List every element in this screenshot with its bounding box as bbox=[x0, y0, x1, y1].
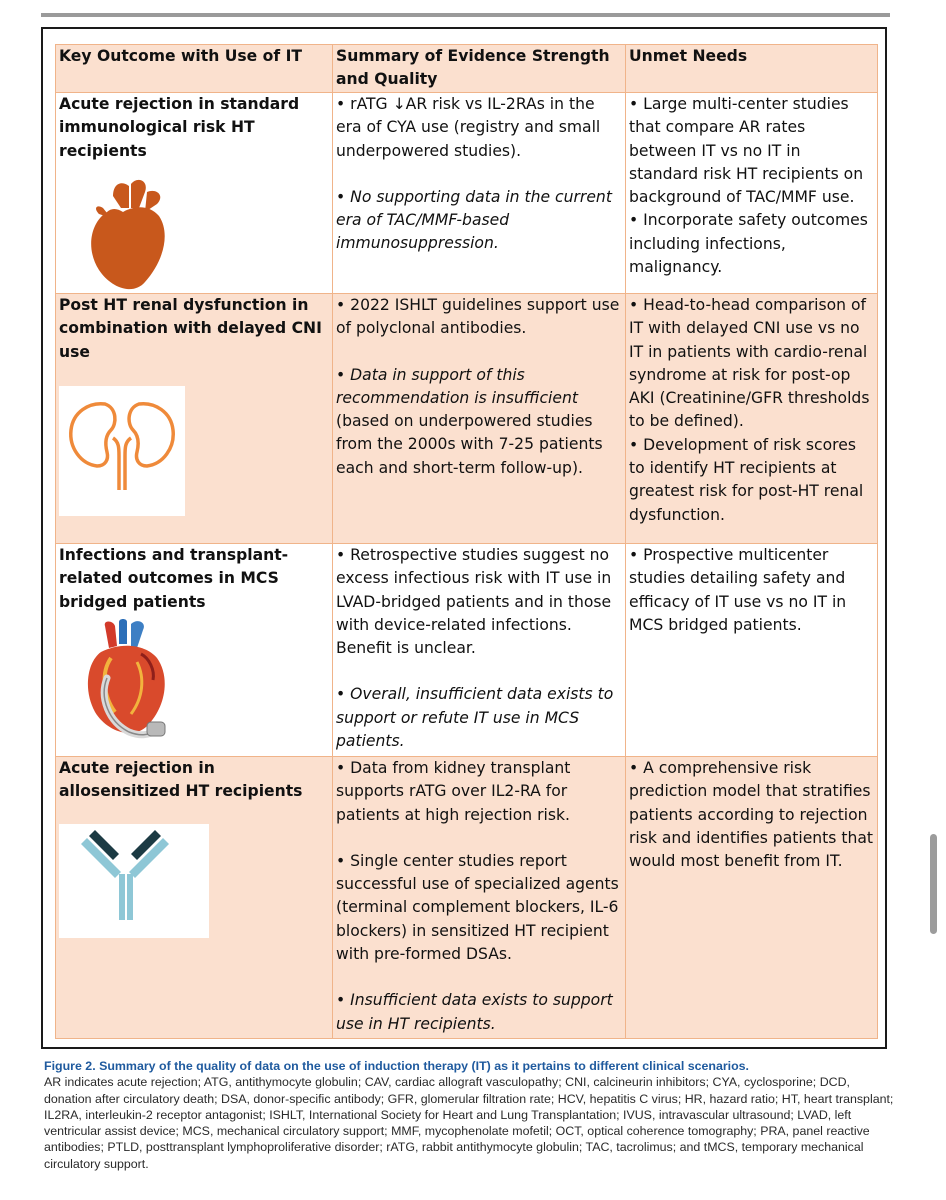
evidence-item: • Retrospective studies suggest no excess infectious risk with IT use in LVAD-bridged patients and in those with device-related infections. Benefit is unclear. bbox=[336, 546, 612, 658]
outcome-cell bbox=[56, 757, 333, 1039]
evidence-cell bbox=[333, 93, 626, 294]
unmet-needs-cell bbox=[626, 757, 878, 1039]
induction-therapy-table bbox=[55, 44, 878, 1039]
evidence-item: • 2022 ISHLT guidelines support use of polyclonal antibodies. bbox=[336, 296, 620, 338]
need-item: • Prospective multicenter studies detailing safety and efficacy of IT use vs no IT in MCS bridged patients. bbox=[629, 546, 847, 634]
need-item: • Head-to-head comparison of IT with delayed CNI use vs no IT in patients with cardio-renal syndrome at risk for post-op AKI (Creatinine/GFR thresholds to be defined). bbox=[629, 296, 870, 431]
outcome-label: Acute rejection in allosensitized HT recipients bbox=[59, 759, 303, 801]
evidence-item: • Single center studies report successful use of specialized agents (terminal complement blockers, IL-6 blockers) in sensitized HT recipient with pre-formed DSAs. bbox=[336, 851, 619, 964]
outcome-cell bbox=[56, 294, 333, 544]
scrollbar-thumb[interactable] bbox=[930, 834, 937, 934]
unmet-needs-cell bbox=[626, 544, 878, 757]
evidence-item: • Overall, insufficient data exists to support or refute IT use in MCS patients. bbox=[336, 685, 614, 751]
caption-title: Figure 2. Summary of the quality of data on the use of induction therapy (IT) as it pertains to different clinical scenarios. bbox=[44, 1059, 750, 1073]
header-unmet-needs: Unmet Needs bbox=[626, 45, 878, 93]
evidence-cell bbox=[333, 757, 626, 1039]
unmet-needs-cell bbox=[626, 93, 878, 294]
antibody-icon bbox=[59, 824, 209, 938]
heart-icon bbox=[85, 178, 175, 293]
outcome-label: Infections and transplant-related outcomes in MCS bridged patients bbox=[59, 546, 289, 611]
evidence-item: • Data from kidney transplant supports rATG over IL2-RA for patients at high rejection risk. bbox=[336, 759, 571, 824]
lvad-heart-icon bbox=[81, 618, 181, 743]
evidence-item: • Insufficient data exists to support use in HT recipients. bbox=[336, 991, 613, 1033]
evidence-item: • rATG ↓AR risk vs IL-2RAs in the era of CYA use (registry and small underpowered studies). bbox=[336, 95, 601, 160]
table-header-row bbox=[56, 45, 878, 93]
evidence-cell bbox=[333, 544, 626, 757]
caption-body: AR indicates acute rejection; ATG, antithymocyte globulin; CAV, cardiac allograft vasculopathy; CNI, calcineurin inhibitors; CYA, cyclosporine; DCD, donation after circulatory death; DSA, donor-specific antibody; GFR, glomerular filtration rate; HCV, hepatitis C virus; HR, hazard ratio; HT, heart transplant; IL2RA, interleukin-2 receptor antagonist; ISHLT, International Society for Heart and Lung Transplantation; IVUS, intravascular ultrasound; LVAD, left ventricular assist device; MCS, mechanical circulatory support; MMF, mycophenolate mofetil; OCT, optical coherence tomography; PRA, panel reactive antibodies; PTLD, posttransplant lymphoproliferative disorder; rATG, rabbit antithymocyte globulin; TAC, tacrolimus; and tMCS, temporary mechanical circulatory support. bbox=[44, 1075, 894, 1171]
unmet-needs-cell bbox=[626, 294, 878, 544]
need-item: • A comprehensive risk prediction model that stratifies patients according to rejection risk and identifies patients that would most benefit from IT. bbox=[629, 759, 874, 871]
evidence-item bbox=[336, 364, 622, 480]
need-item: • Large multi-center studies that compare AR rates between IT vs no IT in standard risk HT recipients on background of TAC/MMF use. bbox=[629, 95, 864, 207]
outcome-cell bbox=[56, 93, 333, 294]
evidence-normal-part: (based on underpowered studies from the 2000s with 7-25 patients each and short-term follow-up). bbox=[336, 412, 603, 477]
table-row bbox=[56, 757, 878, 1039]
evidence-item: • No supporting data in the current era of TAC/MMF-based immunosuppression. bbox=[336, 187, 612, 253]
outcome-label: Acute rejection in standard immunological risk HT recipients bbox=[59, 95, 300, 160]
kidneys-icon bbox=[59, 386, 185, 516]
evidence-cell bbox=[333, 294, 626, 544]
need-item: • Incorporate safety outcomes including infections, malignancy. bbox=[629, 211, 868, 277]
top-rule bbox=[41, 13, 890, 17]
outcome-cell bbox=[56, 544, 333, 757]
header-evidence: Summary of Evidence Strength and Quality bbox=[333, 45, 626, 93]
antibody-image-panel bbox=[59, 824, 209, 938]
table-row bbox=[56, 544, 878, 757]
outcome-label: Post HT renal dysfunction in combination with delayed CNI use bbox=[59, 296, 322, 361]
header-key-outcome: Key Outcome with Use of IT bbox=[56, 45, 333, 93]
figure-caption bbox=[44, 1058, 894, 1172]
table-row bbox=[56, 93, 878, 294]
need-item: • Development of risk scores to identify HT recipients at greatest risk for post-HT renal dysfunction. bbox=[629, 435, 864, 524]
margin-download-strip bbox=[0, 560, 14, 1040]
evidence-italic-part: • Data in support of this recommendation is insufficient bbox=[336, 365, 578, 407]
table-row bbox=[56, 294, 878, 544]
kidney-image-panel bbox=[59, 386, 185, 516]
